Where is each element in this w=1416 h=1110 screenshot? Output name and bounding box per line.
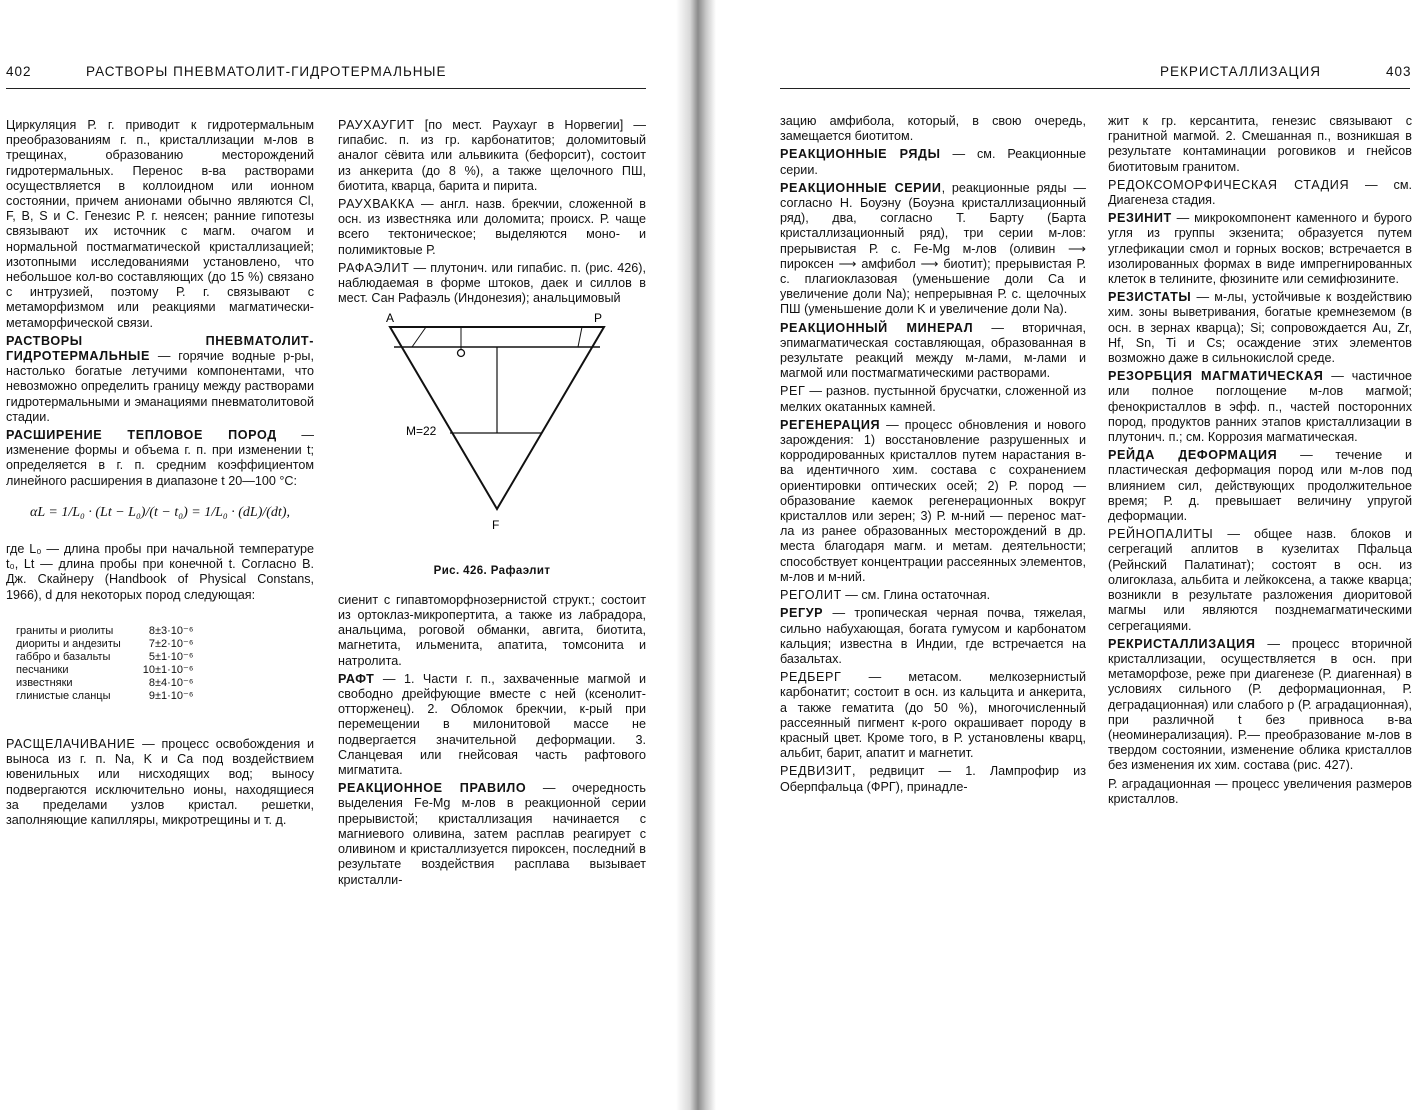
right-column-1 <box>780 114 1086 798</box>
expansion-formula: αL = 1/L₀ · (Lt − L₀)/(t − t₀) = 1/L₀ · (dL)/(dt), <box>30 504 290 520</box>
table-row <box>16 625 197 638</box>
entry <box>1108 211 1412 287</box>
entry-body: — см. Глина остаточная. <box>841 588 991 603</box>
entry-headword: РЕДБЕРГ <box>780 670 842 685</box>
entry-headword: РЕДОКСОМОРФИЧЕСКАЯ СТАДИЯ <box>1108 177 1350 192</box>
entry-headword: РАСЩЕЛАЧИВАНИЕ <box>6 736 136 751</box>
entry-body: — тропическая черная почва, тяжелая, сильно набухающая, богата гумусом и карбонатом кальция; известна в Индии, где встречается на базальтах. <box>780 606 1086 666</box>
paragraph: где L₀ — длина пробы при начальной температуре t₀, Lt — длина пробы при конечной t. Согласно В. Дж. Скайнеру (Handbook of Physical Constans, 1966), d для некоторых пород следующая: <box>6 542 314 602</box>
m-index-label: M=22 <box>406 424 437 439</box>
paragraph: сиенит с гипавтоморфнозернистой структ.; состоит из ортоклаз-микропертита, а также из лабрадора, анальцима, роговой обманки, авгита, биотита, магнетита, ильменита, апатита, томсонита и натролита. <box>338 592 646 668</box>
entry-body: — разнов. пустынной брусчатки, сложенной из мелких окатанных камней. <box>780 384 1086 414</box>
entry-headword: РАУХВАККА <box>338 197 415 212</box>
entry-headword: РЕЗИСТАТЫ <box>1108 290 1192 305</box>
table-row <box>16 638 197 651</box>
entry-body: — англ. назв. брекчии, сложенной в осн. из известняка или доломита; происх. Р. чаще всего тектоническое; выделяются моно- и полимиктовые Р. <box>338 197 646 257</box>
entry <box>338 672 646 778</box>
entry <box>1108 637 1412 774</box>
entry-body: — плутонич. или гипабис. п. (рис. 426), наблюдаемая в форме штоков, даек и силлов в мест. Сан Рафаэль (Индонезия); анальцимовый <box>338 260 646 306</box>
rock-value: 9±1·10⁻⁶ <box>148 689 194 702</box>
entry-body: — 1. Части г. п., захваченные магмой и свободно дрейфующие вместе с ней (ксенолит-отторженец). 2. Обломок брекчии, к-рый при перемещении в милонитовой массе не подвергается значительной деформации. 3. Сланцевая или гнейсовая часть рафтового мигматита. <box>338 671 646 778</box>
entry <box>338 781 646 887</box>
entry-headword: РЕЗОРБЦИЯ МАГМАТИЧЕСКАЯ <box>1108 369 1324 384</box>
table-row <box>16 677 197 690</box>
entry-body: — горячие водные р-ры, настолько богатые летучими компонентами, что невозможно определить границу между растворами гидротермальными и эманациями пневматолитовой стадии. <box>6 349 314 424</box>
right-column-2 <box>1108 114 1412 810</box>
expansion-table <box>16 625 197 703</box>
left-page-number: 402 <box>6 64 32 79</box>
entry <box>1108 290 1412 366</box>
paragraph: жит к гр. керсантита, генезис связывают с гранитной магмой. 2. Смешанная п., возникшая в результате контаминации роговиков и гнейсов биотитовым гранитом. <box>1108 114 1412 174</box>
entry-headword: РЕАКЦИОННОЕ ПРАВИЛО <box>338 781 527 796</box>
rock-name: габбро и базальты <box>16 650 111 663</box>
rock-name: диориты и андезиты <box>16 637 121 650</box>
vertex-label-a: A <box>386 311 395 326</box>
entry-headword: РЕЙНОПАЛИТЫ <box>1108 527 1214 542</box>
right-running-head: РЕКРИСТАЛЛИЗАЦИЯ <box>1160 64 1321 79</box>
entry <box>780 606 1086 667</box>
entry-body: — изменение формы и объема г. п. при изменении t; определяется в г. п. средним коэффициентом линейного расширения в диапазоне t 20—100 °C: <box>6 428 315 488</box>
entry-body: [по мест. Раухауг в Норвегии] — гипабис. п. из гр. карбонатитов; доломитовый аналог сёвита или альвикита (бефорсит), состоит из анкерита (до 8 %), а также щелочного ПШ, биотита, кварца, барита и пирита. <box>338 118 646 193</box>
entry <box>780 764 1086 794</box>
entry <box>338 197 646 258</box>
left-column-2 <box>338 118 646 891</box>
rock-name: глинистые сланцы <box>16 689 111 702</box>
left-column-1 <box>6 118 314 831</box>
entry-body: — общее назв. блоков и сегрегаций аплитов в кузелитах Пфальца (Рейнский Палатинат); состоят в осн. из олигоклаза, альбита и лейкоксена, а также кварца; возникли в результате разложения диоритовой магмы или являются позднемагматическими сегрегациями. <box>1108 527 1412 633</box>
entry <box>780 321 1086 382</box>
entry <box>6 334 314 425</box>
data-point <box>458 350 465 357</box>
entry-body: — вторичная, эпимагматическая составляющая, образованная в результате реакций между м-лами, м-лами и магмой или постмагматическими растворами. <box>780 320 1086 381</box>
rock-value: 8±3·10⁻⁶ <box>148 624 194 637</box>
entry-headword: РЕЙДА ДЕФОРМАЦИЯ <box>1108 448 1278 463</box>
rock-name: граниты и риолиты <box>16 624 114 637</box>
figure-426 <box>338 309 646 553</box>
entry-headword: РЕГ <box>780 384 806 399</box>
entry <box>780 147 1086 177</box>
entry-headword: РАСШИРЕНИЕ ТЕПЛОВОЕ ПОРОД <box>6 428 277 443</box>
entry <box>780 181 1086 318</box>
entry-headword: РЕГЕНЕРАЦИЯ <box>780 417 881 432</box>
entry-body: — частичное или полное поглощение м-лов магмой; фенокристаллов в эфф. п., частей посторонних пород, продуктов ранних этапов кристаллизации в плутонич. п.; см. Коррозия магматическая. <box>1108 369 1412 445</box>
entry-headword: РАФТ <box>338 671 375 686</box>
entry-headword: РАУХАУГИТ <box>338 118 415 132</box>
rafaelite-diagram <box>342 309 642 549</box>
entry <box>6 428 314 489</box>
entry-headword: РЕАКЦИОННЫЕ РЯДЫ <box>780 147 941 162</box>
entry-body: — см. Диагенеза стадия. <box>1108 177 1412 208</box>
left-running-head: РАСТВОРЫ ПНЕВМАТОЛИТ-ГИДРОТЕРМАЛЬНЫЕ <box>86 64 447 79</box>
band-divider <box>578 327 582 347</box>
paragraph: Циркуляция Р. г. приводит к гидротермальным преобразованиям г. п., кристаллизации м-лов в трещинах, образованию месторождений гидротермальных. Перенос в-ва растворами осуществляется в коллоидном или ионном состоянии, причем анионами обычно являются Cl, F, B, S и C. Генезис Р. г. неясен; ранние гипотезы связывают их источник с магм. очагом и нормальной постмагматической кристаллизацией; изотопными исследованиями установлено, что небольшое кол-во составляющих (до 15 %) связано с интрузией, поэтому Р. г. связывают с метаморфизмом или реакциями магматически-метаморфической связи. <box>6 118 314 330</box>
entry <box>6 737 314 828</box>
entry-headword: РАФАЭЛИТ <box>338 260 410 275</box>
rock-value: 7±2·10⁻⁶ <box>148 637 194 650</box>
entry <box>1108 369 1412 445</box>
table-row <box>16 651 197 664</box>
entry-body: — процесс обновления и нового зарождения: 1) восстановление разрушенных и корродированных кристаллов путем нарастания в-ва идентичного хим. состава с сохранением ориентировки оптических осей; 2) Р. пород — образование каемок регенерационных вокруг кристаллов или зерен; 3) Р. м-ний — перенос мат-ла из ранее образованных месторождений в др. места благодаря магм. и метам. деятельности; способствует концентрации рассеянных элементов, м-лов и м-ний. <box>780 417 1086 584</box>
entry-headword: РЕАКЦИОННЫЕ СЕРИИ <box>780 180 942 195</box>
band-divider <box>412 327 426 347</box>
vertex-label-p: P <box>594 311 603 326</box>
entry-headword: РЕКРИСТАЛЛИЗАЦИЯ <box>1108 636 1256 651</box>
book-spine <box>676 0 716 1110</box>
entry-body: , редвицит — 1. Лампрофир из Оберпфальца (ФРГ), принадле- <box>780 764 1086 794</box>
entry <box>1108 448 1412 524</box>
entry-headword: РЕДВИЗИТ <box>780 764 852 779</box>
entry-headword: РЕГУР <box>780 606 824 621</box>
rock-value: 8±4·10⁻⁶ <box>148 676 194 689</box>
entry <box>780 418 1086 585</box>
rock-value: 10±1·10⁻⁶ <box>142 663 194 676</box>
rock-name: известняки <box>16 676 73 689</box>
entry-body: — см. Реакционные серии. <box>780 147 1086 177</box>
rock-name: песчаники <box>16 663 69 676</box>
vertex-label-f: F <box>492 518 500 533</box>
entry-body: — микрокомпонент каменного и бурого угля из группы экзенита; образуется путем углефикации смол и горных восков; встречается в изолированных формах в виде импрегнированных клеток в телините, фюзините или семифюзините. <box>1108 211 1412 287</box>
entry-headword: РЕГОЛИТ <box>780 588 842 603</box>
entry-body: — процесс вторичной кристаллизации, осуществляется в осн. при метаморфозе, реже при диагенезе (Р. диагенная) в условиях сильного (Р. деформационная, Р. деградационная) или слабого р (Р. аградационная), при различной t без привноса в-ва (неоминерализация). Р.— преобразование м-лов в твердом состоянии, изменение облика кристаллов без изменения их хим. состава (рис. 427). <box>1108 636 1412 773</box>
right-header-rule <box>780 88 1410 89</box>
table-row <box>16 690 197 703</box>
entry-body: — метасом. мелкозернистый карбонатит; состоит в осн. из кальцита и анкерита, а также гематита (до 50 %), многочисленный рассеянный пигмент к-рого окрашивает породу в красный цвет. Кроме того, в Р. установлены кварц, альбит, барит, апатит и магнетит. <box>780 670 1086 761</box>
entry <box>780 670 1086 761</box>
entry <box>338 118 646 194</box>
entry <box>1108 178 1412 208</box>
entry <box>1108 527 1412 633</box>
paragraph: Р. аградационная — процесс увеличения размеров кристаллов. <box>1108 776 1412 806</box>
figure-caption: Рис. 426. Рафаэлит <box>433 564 551 577</box>
right-page-number: 403 <box>1386 64 1412 79</box>
rock-value: 5±1·10⁻⁶ <box>148 650 194 663</box>
entry-headword: РЕЗИНИТ <box>1108 211 1172 226</box>
entry <box>780 588 1086 603</box>
entry <box>338 261 646 307</box>
entry-headword: РЕАКЦИОННЫЙ МИНЕРАЛ <box>780 320 974 335</box>
entry-body: — течение и пластическая деформация пород или м-лов под влиянием сил, действующих продолжительное время; Р. д. превышает величину упругой деформации. <box>1108 448 1412 524</box>
table-row <box>16 664 197 677</box>
entry-headword: РАСТВОРЫ ПНЕВМАТОЛИТ-ГИДРОТЕРМАЛЬНЫЕ <box>6 333 314 364</box>
entry-body: — м-лы, устойчивые к воздействию хим. зоны выветривания, богатые кремнеземом (в осн. в зернах кварца); Si; сопровождается Au, Zr, Hf, Sn, Ti и Cs; осаждение этих элементов возможно даже в сильнокислой среде. <box>1108 290 1412 366</box>
entry <box>780 384 1086 414</box>
paragraph: зацию амфибола, который, в свою очередь, замещается биотитом. <box>780 114 1086 144</box>
entry-body: , реакционные ряды — согласно Н. Боуэну (Боуэна кристаллизационный ряд), два, согласно Т. Барту (Барта кристаллизационный ряд), три серии м-лов: прерывистая Р. с. Fe-Mg м-лов (оливин ⟶ пироксен ⟶ амфибол ⟶ биотит); прерывистая Р. с. плагиоклазовая (уменьшение доли Ca и увеличение доли Na); непрерывная Р. с. щелочных ПШ (уменьшение доли K и увеличение доли Na). <box>780 180 1086 317</box>
entry-body: — процесс освобождения и выноса из г. п. Na, K и Ca под воздействием ювенильных или нисходящих вод; выносу подвергаются исключительно ионы, находящиеся за пределами узлов кристал. решетки, заполняющие капилляры, микротрещины и т. д. <box>6 736 314 827</box>
entry-body: — очередность выделения Fe-Mg м-лов в реакционной серии прерывистой; кристаллизация начинается с магниевого оливина, затем расплав реагирует с оливином и кристаллизуется пироксен, последний в результате воздействия расплава вызывает кристалли- <box>338 781 646 887</box>
left-header-rule <box>6 88 646 89</box>
